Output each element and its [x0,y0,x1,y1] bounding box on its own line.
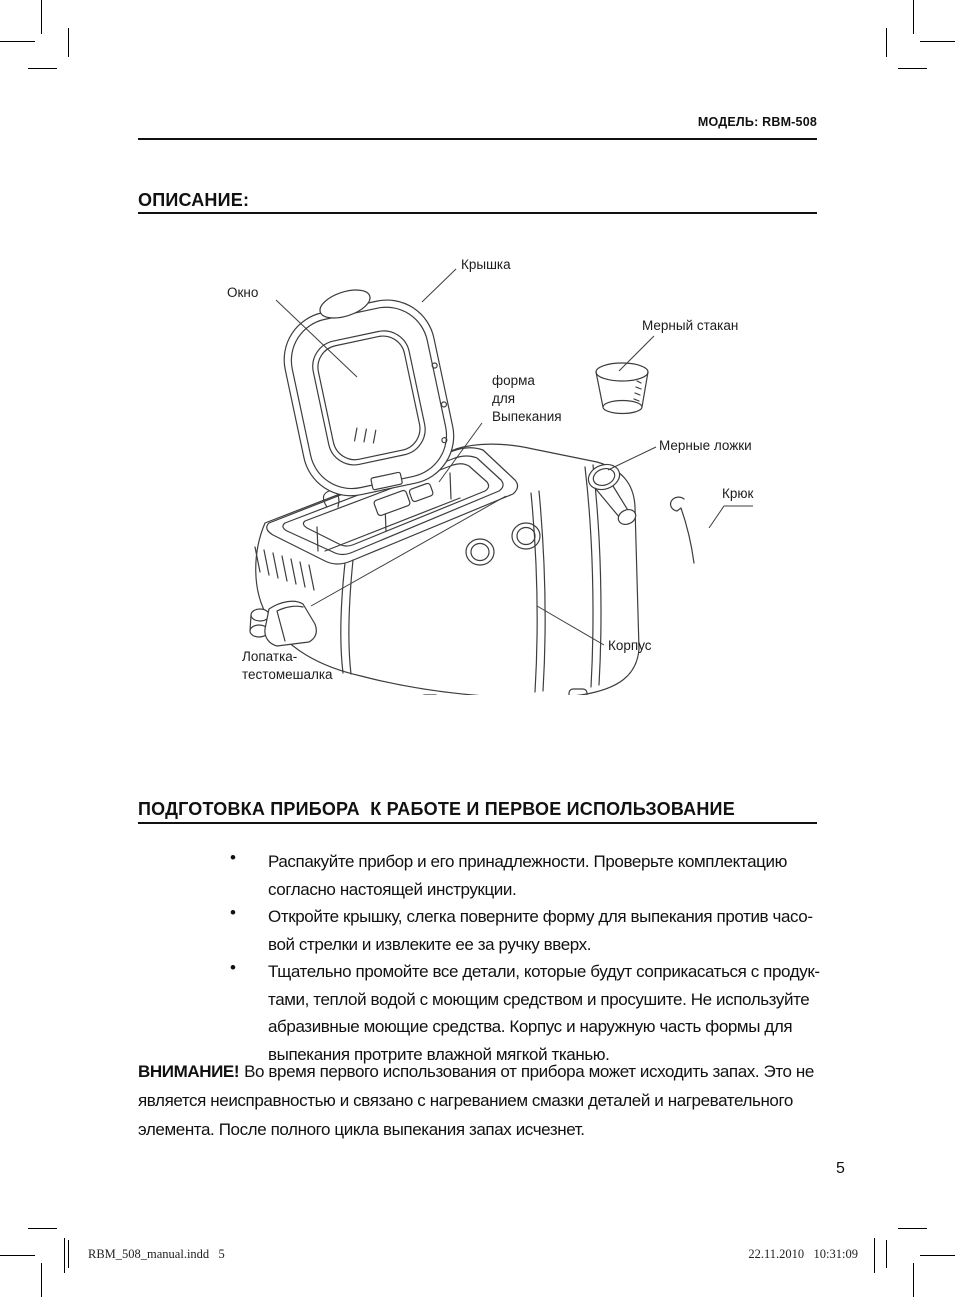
attention-keyword: ВНИМАНИЕ! [138,1062,240,1081]
list-item: • Распакуйте прибор и его принадлежности. Проверьте комплектацию согласно настоящей инструкции. [230,848,787,899]
description-title: ОПИСАНИЕ: [138,190,250,210]
crop-mark [68,28,69,57]
paddle-drawing [250,601,316,646]
footer-timestamp: 22.11.2010 10:31:09 [748,1247,858,1261]
label-paddle: Лопатка- тестомешалка [242,649,333,682]
footer-filename: RBM_508_manual.indd 5 [88,1247,225,1261]
attention-paragraph: ВНИМАНИЕ! Во время первого использования от прибора может исходить запах. Это не является неисправностью и связано с нагреванием смазки деталей и нагревательного элемента. После полного цикла выпекания запах исчезнет. [138,1062,814,1139]
measuring-cup-drawing [596,363,648,414]
label-window: Окно [227,285,259,300]
header-rule [138,138,817,140]
crop-mark [28,68,57,69]
crop-mark [913,1263,914,1297]
crop-mark [898,68,927,69]
measuring-spoon-drawing [585,460,638,527]
crop-mark [886,1240,887,1268]
prep-title: ПОДГОТОВКА ПРИБОРА К РАБОТЕ И ПЕРВОЕ ИСПОЛЬЗОВАНИЕ [138,799,735,819]
crop-mark [41,0,42,34]
crop-mark [68,1240,69,1268]
hook-drawing [671,497,694,563]
device-diagram [225,255,765,695]
label-measuring-cup: Мерный стакан [642,318,739,333]
prep-bullet-list [230,848,830,1068]
crop-mark [913,0,914,34]
label-baking-form: форма для Выпекания [492,373,562,424]
slug-bar [874,1238,875,1273]
crop-mark [28,1228,57,1229]
crop-mark [920,1255,955,1256]
bullet-icon: • [230,848,236,867]
bullet-icon: • [230,903,236,922]
prep-underline [138,822,817,824]
crop-mark [0,41,35,42]
list-item: • Откройте крышку, слегка поверните форму для выпекания против часо- вой стрелки и извлеките ее за ручку вверх. [230,903,813,954]
description-underline [138,212,817,214]
crop-mark [898,1228,927,1229]
crop-mark [920,41,955,42]
list-item: • Тщательно промойте все детали, которые будут соприкасаться с продук- тами, теплой водой с моющим средством и просушите. Не используйте абразивные моющие средства. Корпус и наружную часть формы для выпекания протрите влажной мягкой тканью. [230,958,820,1064]
page-number: 5 [836,1160,845,1177]
label-body: Корпус [608,638,652,653]
label-hook: Крюк [722,486,754,501]
model-header: МОДЕЛЬ: RBM-508 [697,115,817,129]
crop-mark [886,28,887,57]
label-lid: Крышка [461,257,511,272]
lid [275,291,462,505]
slug-bar [64,1238,65,1273]
bullet-icon: • [230,958,236,977]
crop-mark [0,1255,35,1256]
crop-mark [41,1263,42,1297]
vents [255,547,314,590]
label-measuring-spoons: Мерные ложки [659,438,752,453]
